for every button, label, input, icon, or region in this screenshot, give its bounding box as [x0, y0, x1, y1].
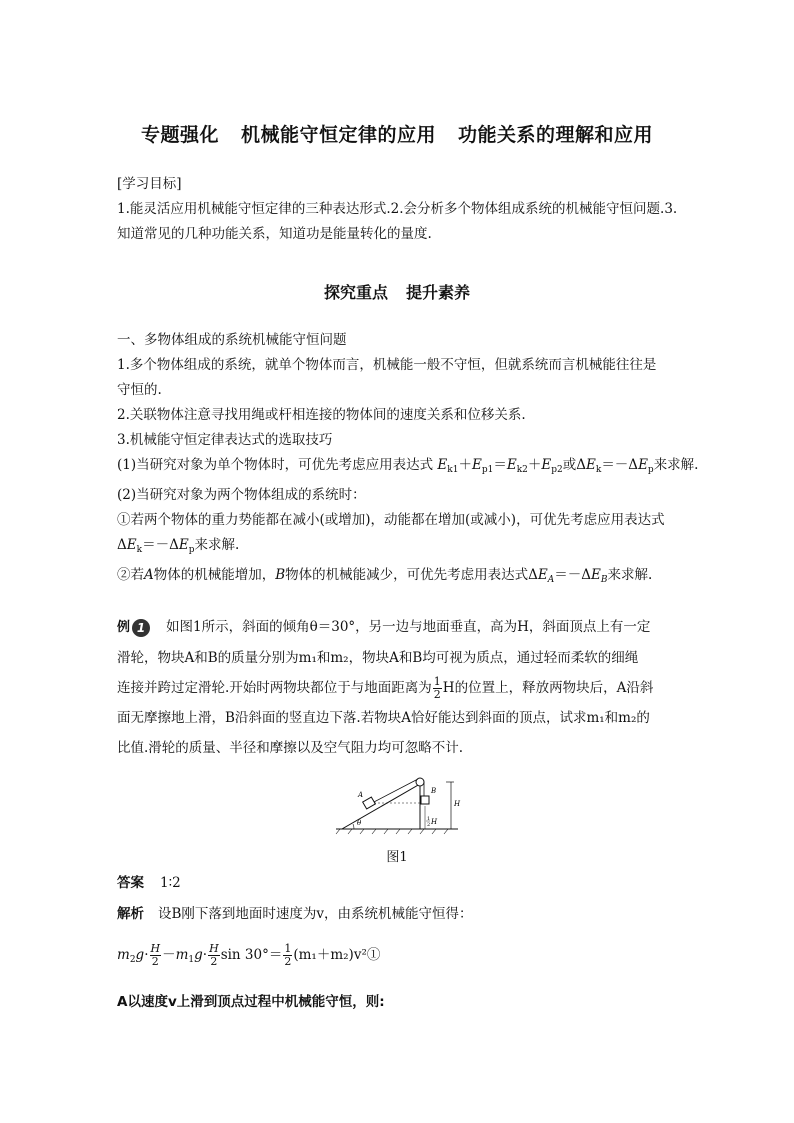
example-badge: 例 1 [117, 613, 150, 643]
analysis [117, 902, 682, 927]
example-line4: 面无摩擦地上滑，B沿斜面的竖直边下落.若物块A恰好能达到斜面的顶点，试求m₁和m₂的 [117, 710, 650, 726]
part1-p6-line1: ①若两个物体的重力势能都在减小(或增加)，动能都在增加(或减小)，可优先考虑应用表达式 [117, 512, 665, 528]
formula-single-object: $E_{k1}+E_{p1}=E_{k2}+E_{p2}$ [437, 457, 563, 475]
title-part1: 专题强化 [140, 124, 219, 146]
example-line2: 滑轮，物块A和B的质量分别为m₁和m₂，物块A和B均可视为质点，通过轻而柔软的细绳 [117, 650, 639, 666]
part1-content [117, 328, 699, 593]
objectives-line1: 1.能灵活应用机械能守恒定律的三种表达形式.2.会分析多个物体组成系统的机械能守恒问题.3. [117, 201, 678, 217]
title-part3: 功能关系的理解和应用 [458, 124, 654, 146]
figure-caption: 图1 [386, 850, 408, 865]
part1-p4: (1)当研究对象为单个物体时，可优先考虑应用表达式 $E_{k1}+E_{p1}=E_{k2}+E_{p2}$或$\Delta E_k=-\Delta E_p$来求解. [117, 457, 699, 475]
formula-delta-single: $\Delta E_k=-\Delta E_p$ [576, 457, 654, 475]
incline-wedge [342, 784, 420, 829]
section-title-part1: 探究重点 [323, 283, 388, 302]
block-a [363, 797, 376, 809]
part1-p1-line1: 1.多个物体组成的系统，就单个物体而言，机械能一般不守恒，但就系统而言机械能往往是 [117, 357, 657, 373]
page-title [0, 120, 794, 147]
answer [117, 871, 682, 896]
label-a: A [358, 791, 364, 799]
incline-pulley-figure [330, 776, 464, 836]
rope-a [372, 779, 418, 803]
analysis-conclusion: A以速度v上滑到顶点过程中机械能守恒，则: [117, 994, 385, 1010]
objectives-line2: 知道常见的几种功能关系，知道功是能量转化的量度. [117, 226, 432, 242]
formula-delta-system: $\Delta E_k=-\Delta E_p$ [117, 537, 195, 555]
example-line5: 比值.滑轮的质量、半径和摩擦以及空气阻力均可忽略不计. [117, 740, 464, 756]
formula-delta-ea-eb: $\Delta E_A=-\Delta E_B$ [528, 567, 608, 585]
answer-value: 1∶2 [160, 875, 181, 891]
label-half-h: H [431, 818, 438, 826]
fraction-one-half: $\frac{1}{2}$ [433, 675, 441, 701]
learning-objectives [117, 172, 682, 247]
analysis-label: 解析 [117, 906, 144, 922]
example-line3: 连接并跨过定滑轮.开始时两物块都位于与地面距离为 $\frac{1}{2}$ H的位置上，释放两物块后，A沿斜 [117, 675, 654, 701]
block-b [421, 796, 429, 804]
example-number: 1 [132, 619, 150, 637]
answer-label: 答案 [117, 875, 144, 891]
label-half-den: 2 [427, 822, 431, 828]
example-1 [117, 612, 682, 763]
ground-hatch [336, 829, 448, 834]
label-b: B [431, 787, 437, 795]
section-title-part2: 提升素养 [406, 283, 471, 302]
part1-p5: (2)当研究对象为两个物体组成的系统时： [117, 487, 366, 503]
theta-label: θ [357, 819, 362, 827]
label-half-num: 1 [427, 816, 431, 822]
example-line1: 例 1 如图1所示，斜面的倾角θ＝30°，另一边与地面垂直，高为H，斜面顶点上有一定 [117, 612, 682, 643]
angle-arc [353, 824, 354, 829]
part1-p1-line2: 守恒的. [117, 382, 162, 398]
part1-p6-line2: $\Delta E_k=-\Delta E_p$来求解. [117, 537, 240, 555]
section-title [0, 280, 794, 303]
label-h: H [454, 800, 461, 808]
title-part2: 机械能守恒定律的应用 [240, 124, 436, 146]
analysis-equation-1: $m_2g\cdot$ $\frac{H}{2}$ $-m_1g\cdot$ $\frac{H}{2}$ sin 30°＝ $\frac{1}{2}$ (m₁＋m₂)v²① [117, 942, 381, 968]
analysis-text: 设B刚下落到地面时速度为v，由系统机械能守恒得： [158, 906, 473, 922]
part1-heading: 一、多物体组成的系统机械能守恒问题 [117, 332, 347, 348]
part1-p2: 2.关联物体注意寻找用绳或杆相连接的物体间的速度关系和位移关系. [117, 407, 526, 423]
objectives-heading: [学习目标] [117, 176, 182, 192]
part1-p3: 3.机械能守恒定律表达式的选取技巧 [117, 432, 333, 448]
part1-p7: ②若A物体的机械能增加，B物体的机械能减少，可优先考虑用表达式$\Delta E_A=-\Delta E_B$来求解. [117, 567, 653, 585]
